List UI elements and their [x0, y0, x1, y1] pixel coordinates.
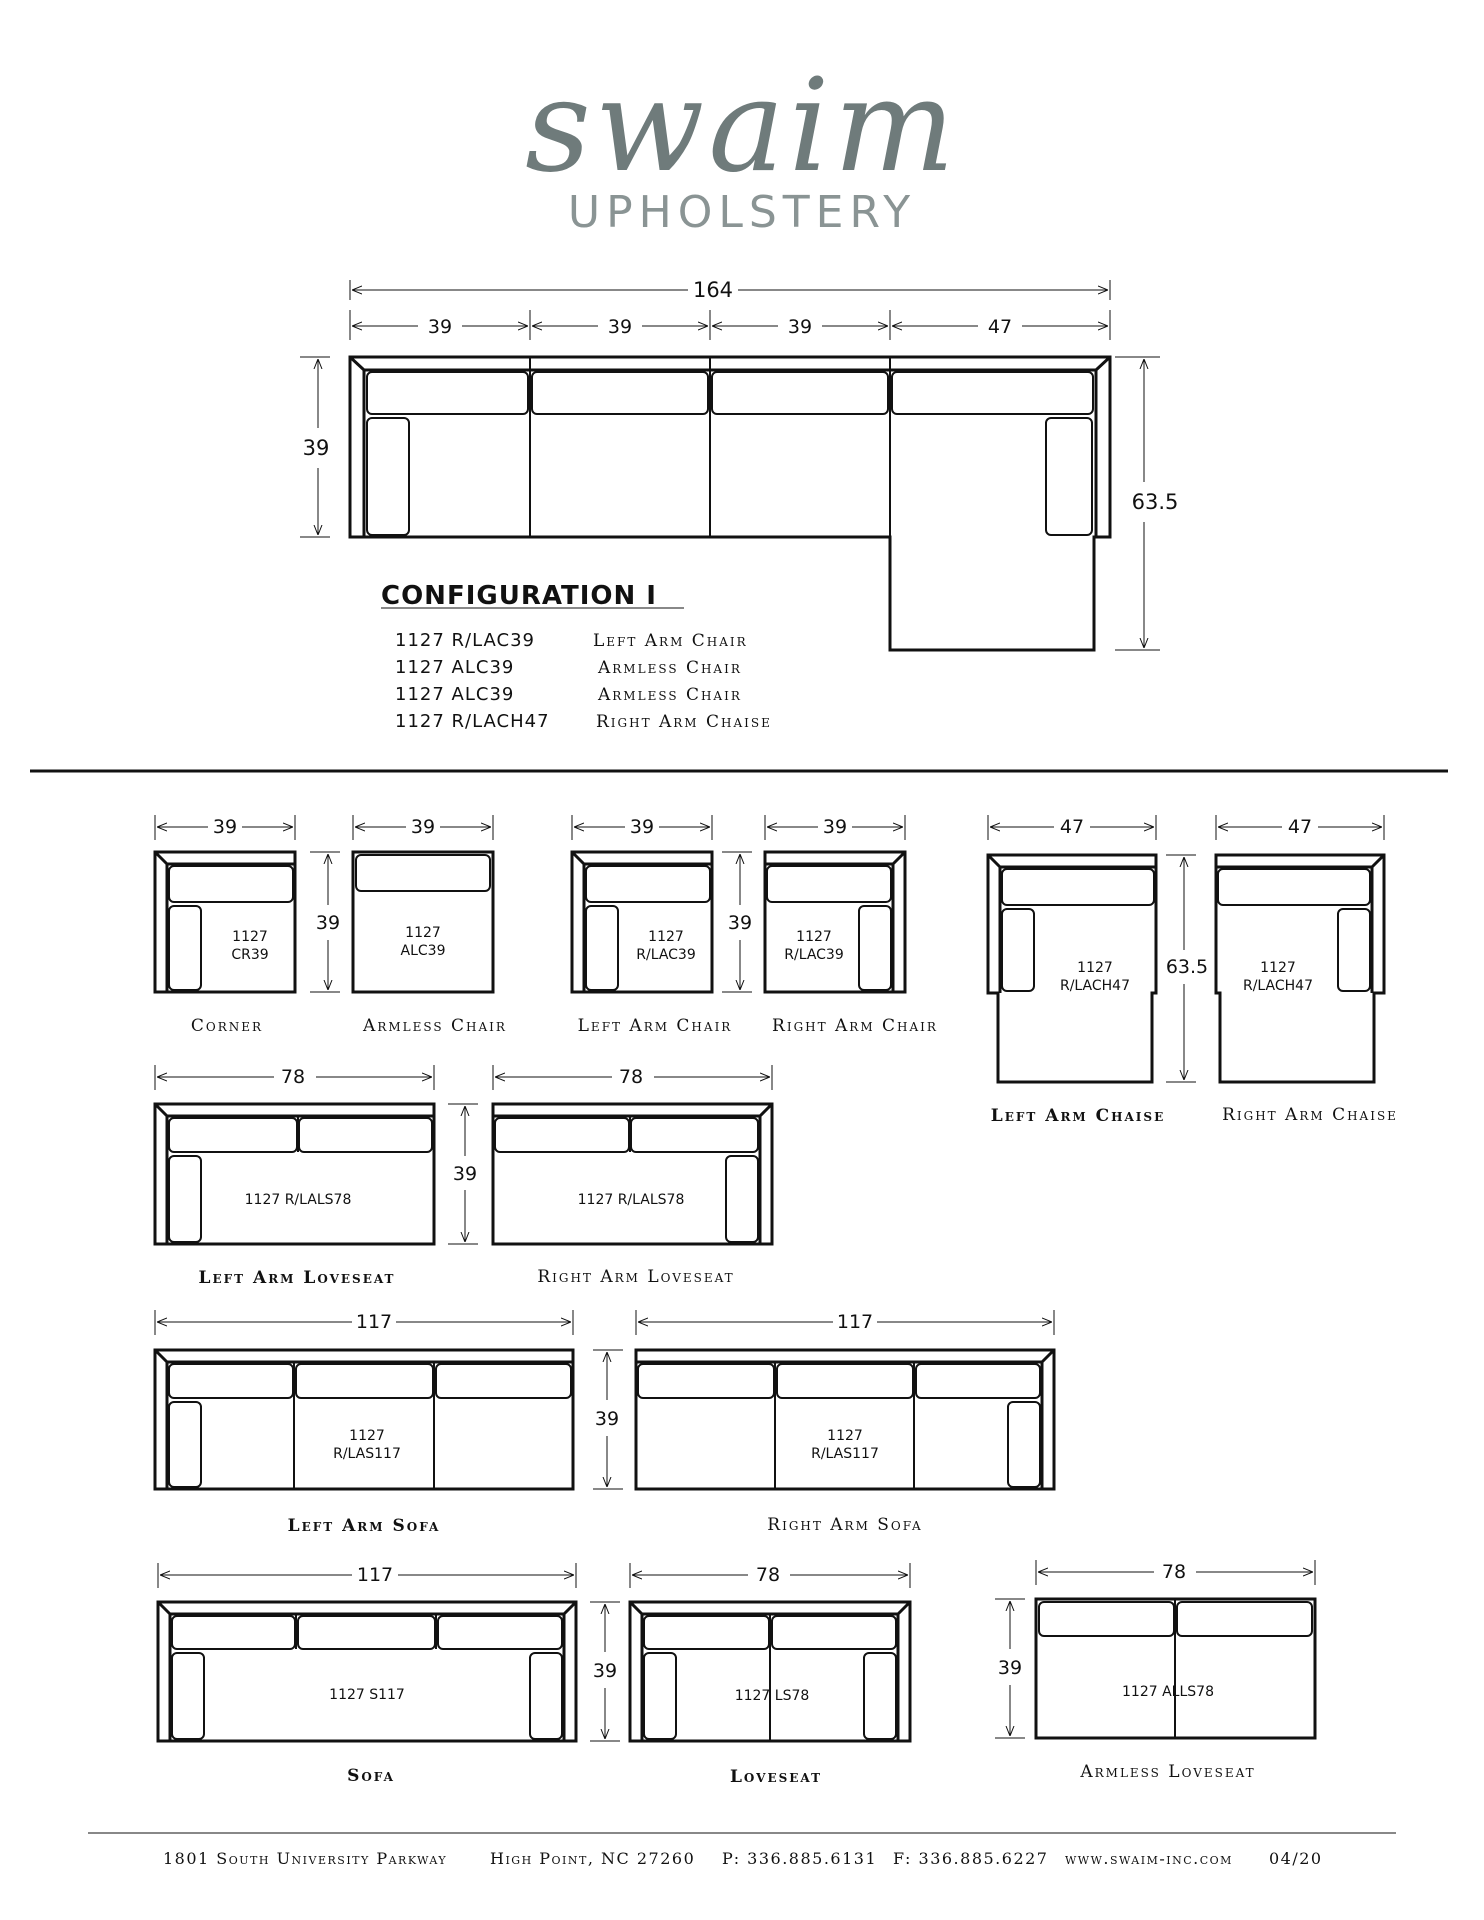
width-label: 39 — [212, 816, 238, 838]
depth-label: 39 — [452, 1163, 478, 1185]
depth-label: 39 — [315, 912, 341, 934]
piece-code: R/LAC39 — [784, 947, 844, 963]
brand-subtitle: UPHOLSTERY — [567, 187, 917, 238]
back-cushion — [172, 1616, 295, 1649]
piece-code: 1127 — [232, 929, 268, 945]
piece-code: 1127 — [1260, 960, 1296, 976]
back-cushion — [712, 372, 888, 414]
footer-date: 04/20 — [1269, 1849, 1323, 1868]
segment-width-label: 47 — [987, 316, 1013, 338]
back-cushion — [356, 855, 490, 891]
arm-cushion — [1046, 418, 1092, 535]
arm-cushion — [864, 1653, 896, 1739]
width-label: 47 — [1287, 816, 1313, 838]
depth-label: 39 — [592, 1660, 618, 1682]
sectional-outline — [1096, 357, 1110, 370]
arm-cushion — [530, 1653, 562, 1739]
back-cushion — [169, 1364, 293, 1398]
piece-caption: Left Arm Chaise — [990, 1106, 1166, 1126]
piece-left-arm-chaise — [988, 815, 1208, 1126]
piece-outline — [988, 855, 1156, 993]
piece-right-arm-chaise — [1216, 815, 1398, 1125]
piece-caption: Armless Loveseat — [1080, 1762, 1256, 1782]
overall-width-label: 164 — [692, 278, 734, 302]
piece-armless-loveseat — [995, 1560, 1315, 1782]
depth-label: 39 — [594, 1408, 620, 1430]
piece-outline — [155, 852, 295, 992]
piece-code: 1127 ALLS78 — [1122, 1684, 1214, 1700]
segment-width-label: 39 — [607, 316, 633, 338]
back-cushion — [772, 1616, 896, 1649]
back-cushion — [892, 372, 1093, 414]
width-label: 78 — [755, 1564, 781, 1586]
piece-sofa — [158, 1563, 620, 1786]
piece-outline — [155, 1104, 434, 1244]
piece-armless-chair — [353, 815, 507, 1036]
piece-code: 1127 — [796, 929, 832, 945]
piece-code: 1127 S117 — [329, 1687, 405, 1703]
configuration-title: CONFIGURATION I — [381, 581, 657, 611]
piece-caption: Left Arm Sofa — [287, 1516, 441, 1536]
back-cushion — [438, 1616, 562, 1649]
piece-caption: Right Arm Loveseat — [537, 1267, 735, 1287]
piece-outline — [155, 1104, 434, 1244]
brand-name: swaim — [525, 52, 959, 201]
segment-dimensions — [350, 310, 1110, 340]
footer-website: www.swaim-inc.com — [1065, 1849, 1233, 1868]
configuration-diagram — [300, 278, 1178, 732]
arm-cushion — [169, 1402, 201, 1487]
back-cushion — [1177, 1602, 1312, 1636]
arm-cushion — [586, 906, 618, 990]
piece-caption: Sofa — [347, 1766, 395, 1786]
piece-code: R/LAC39 — [636, 947, 696, 963]
piece-corner — [155, 815, 340, 1036]
piece-outline — [158, 1602, 576, 1741]
piece-code: 1127 — [1077, 960, 1113, 976]
piece-right-arm-chair — [765, 815, 938, 1036]
arm-cushion — [644, 1653, 676, 1739]
piece-outline — [353, 852, 493, 992]
piece-outline — [636, 1350, 1054, 1489]
back-cushion — [436, 1364, 571, 1398]
piece-outline — [1216, 855, 1384, 993]
arm-cushion — [1002, 909, 1034, 991]
back-cushion — [169, 1118, 297, 1152]
back-cushion — [299, 1118, 432, 1152]
piece-outline — [1216, 855, 1384, 1082]
width-label: 39 — [629, 816, 655, 838]
depth-label: 39 — [997, 1657, 1023, 1679]
piece-outline — [636, 1350, 1054, 1489]
piece-code: CR39 — [231, 947, 269, 963]
piece-outline — [155, 1350, 573, 1489]
footer-phone: P: 336.885.6131 — [722, 1849, 878, 1868]
back-cushion — [631, 1118, 758, 1152]
piece-caption: Armless Chair — [363, 1016, 507, 1036]
back-cushion — [495, 1118, 629, 1152]
piece-code: 1127 — [405, 925, 441, 941]
back-cushion — [586, 866, 710, 902]
width-label: 117 — [355, 1311, 393, 1333]
arm-cushion — [726, 1156, 758, 1242]
back-cushion — [638, 1364, 774, 1398]
piece-code: R/LAS117 — [811, 1446, 879, 1462]
back-cushion — [296, 1364, 433, 1398]
piece-code: R/LACH47 — [1242, 978, 1314, 994]
width-label: 39 — [822, 816, 848, 838]
piece-left-arm-sofa — [155, 1310, 573, 1536]
piece-code: 1127 R/LALS78 — [244, 1192, 352, 1208]
piece-left-arm-loveseat — [155, 1065, 478, 1288]
piece-left-arm-chair — [572, 815, 752, 1036]
width-label: 78 — [618, 1066, 644, 1088]
piece-right-arm-loveseat — [493, 1065, 772, 1287]
back-cushion — [1218, 869, 1370, 905]
item-description: Armless Chair — [598, 658, 742, 678]
arm-cushion — [367, 418, 409, 535]
piece-caption: Right Arm Chaise — [1222, 1105, 1398, 1125]
piece-outline — [572, 852, 712, 992]
footer — [163, 1849, 1323, 1868]
piece-outline — [765, 852, 905, 992]
back-cushion — [1039, 1602, 1174, 1636]
arm-cushion — [169, 906, 201, 990]
width-label: 78 — [280, 1066, 306, 1088]
depth-label: 39 — [302, 436, 330, 460]
width-label: 47 — [1059, 816, 1085, 838]
piece-outline — [158, 1602, 576, 1741]
piece-code: 1127 R/LALS78 — [577, 1192, 685, 1208]
back-cushion — [767, 866, 891, 902]
back-cushion — [298, 1616, 435, 1649]
segment-width-label: 39 — [427, 316, 453, 338]
piece-caption: Corner — [190, 1016, 264, 1036]
item-code: 1127 R/LACH47 — [395, 711, 550, 732]
item-description: Armless Chair — [598, 685, 742, 705]
width-label: 117 — [356, 1564, 394, 1586]
piece-code: 1127 — [827, 1428, 863, 1444]
back-cushion — [367, 372, 528, 414]
piece-outline — [572, 852, 712, 992]
piece-code: ALC39 — [400, 943, 446, 959]
sectional-outline — [350, 357, 364, 370]
piece-outline — [765, 852, 905, 992]
width-label: 78 — [1161, 1561, 1187, 1583]
piece-caption: Loveseat — [729, 1767, 823, 1787]
piece-outline — [155, 852, 295, 992]
arm-cushion — [1008, 1402, 1040, 1487]
arm-cushion — [172, 1653, 204, 1739]
piece-outline — [493, 1104, 772, 1244]
piece-code: R/LAS117 — [333, 1446, 401, 1462]
back-cushion — [644, 1616, 769, 1649]
piece-loveseat — [630, 1563, 910, 1787]
arm-cushion — [859, 906, 891, 990]
segment-width-label: 39 — [787, 316, 813, 338]
piece-right-arm-sofa — [593, 1310, 1054, 1535]
footer-fax: F: 336.885.6227 — [893, 1849, 1049, 1868]
piece-code: R/LACH47 — [1059, 978, 1131, 994]
footer-address: 1801 South University Parkway — [163, 1849, 448, 1868]
width-label: 117 — [836, 1311, 874, 1333]
arm-cushion — [169, 1156, 201, 1242]
back-cushion — [532, 372, 708, 414]
depth-label: 63.5 — [1165, 956, 1209, 978]
piece-caption: Left Arm Chair — [577, 1016, 733, 1036]
piece-caption: Right Arm Sofa — [767, 1515, 923, 1535]
piece-caption: Right Arm Chair — [772, 1016, 938, 1036]
piece-code: 1127 — [349, 1428, 385, 1444]
piece-outline — [493, 1104, 772, 1244]
back-cushion — [169, 866, 293, 902]
item-description: Right Arm Chaise — [596, 712, 772, 732]
piece-outline — [988, 855, 1156, 1082]
arm-cushion — [1338, 909, 1370, 991]
item-code: 1127 ALC39 — [395, 657, 515, 678]
back-cushion — [777, 1364, 913, 1398]
piece-code: 1127 — [648, 929, 684, 945]
back-cushion — [916, 1364, 1040, 1398]
configuration-list — [395, 630, 772, 732]
item-code: 1127 R/LAC39 — [395, 630, 536, 651]
footer-city: High Point, NC 27260 — [490, 1849, 696, 1868]
piece-outline — [155, 1350, 573, 1489]
piece-caption: Left Arm Loveseat — [198, 1268, 396, 1288]
item-description: Left Arm Chair — [593, 631, 748, 651]
item-code: 1127 ALC39 — [395, 684, 515, 705]
back-cushion — [1002, 869, 1154, 905]
depth-label: 39 — [727, 912, 753, 934]
piece-code: 1127 LS78 — [734, 1688, 810, 1704]
width-label: 39 — [410, 816, 436, 838]
chaise-depth-label: 63.5 — [1131, 490, 1179, 514]
